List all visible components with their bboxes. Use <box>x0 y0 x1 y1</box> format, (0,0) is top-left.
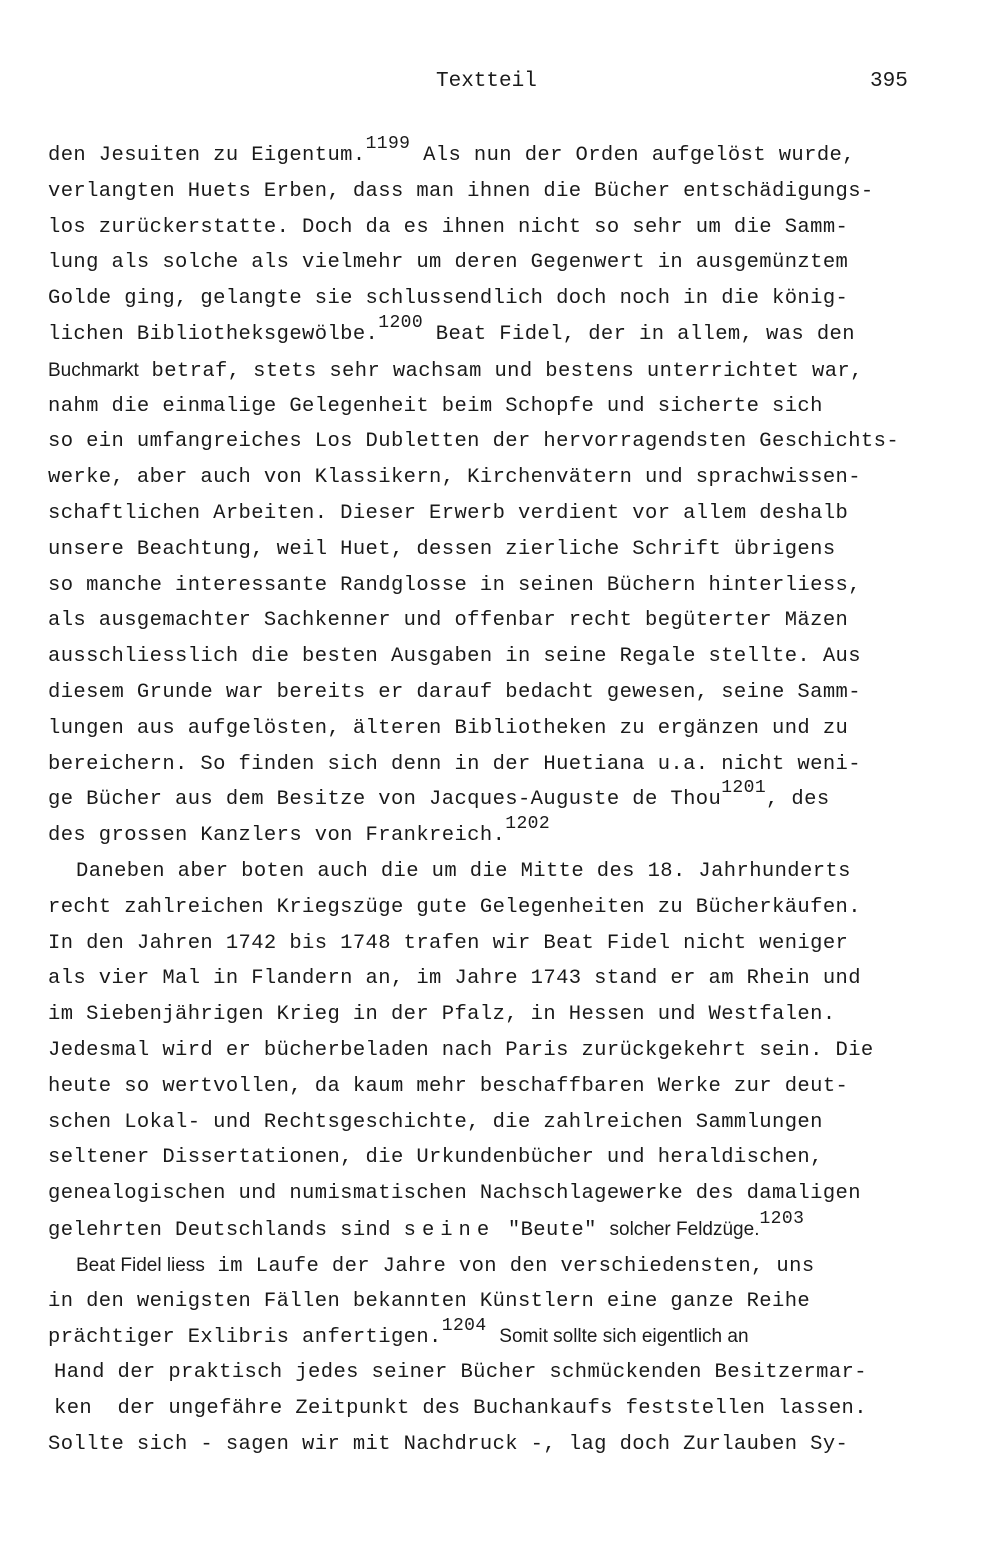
running-header-title: Textteil <box>436 70 537 93</box>
text-line: Daneben aber boten auch die um die Mitte des 18. Jahrhunderts <box>76 859 851 883</box>
text-line: Hand der praktisch jedes seiner Bücher schmückenden Besitzermar- <box>54 1361 867 1385</box>
text-line: unsere Beachtung, weil Huet, dessen zierliche Schrift übrigens <box>48 537 836 561</box>
emphasized-word: seine <box>403 1218 496 1242</box>
text-line: den Jesuiten zu Eigentum.$^{1199}$ Als nun der Orden aufgelöst wurde, <box>48 134 855 167</box>
text-line: gelehrten Deutschlands sind seine "Beute" solcher Feldzüge.$^{1203}$ <box>48 1208 805 1242</box>
text-line: ge Bücher aus dem Besitze von Jacques-Auguste de Thou$^{1201}$, des <box>48 778 830 812</box>
text-line: so manche interessante Randglosse in seinen Büchern hinterliess, <box>48 573 861 597</box>
text-line: schen Lokal- und Rechtsgeschichte, die zahlreichen Sammlungen <box>48 1110 823 1134</box>
text-line: prächtiger Exlibris anfertigen.$^{1204}$ Somit sollte sich eigentlich an <box>48 1316 749 1350</box>
paragraph-3 <box>48 1248 968 1463</box>
text-line: ausschliesslich die besten Ausgaben in seine Regale stellte. Aus <box>48 645 861 669</box>
text-line: los zurückerstatte. Doch da es ihnen nicht so sehr um die Samm- <box>48 215 849 239</box>
footnote-ref-1203: 1203 <box>759 1208 805 1229</box>
text-line: in den wenigsten Fällen bekannten Künstlern eine ganze Reihe <box>48 1289 811 1313</box>
text-line: Buchmarkt betraf, stets sehr wachsam und bestens unterrichtet war, <box>48 359 863 383</box>
text-line: ken der ungefähre Zeitpunkt des Buchankaufs feststellen lassen. <box>54 1396 867 1420</box>
text-line: des grossen Kanzlers von Frankreich.$^{1202}$ <box>48 814 551 848</box>
text-line: als ausgemachter Sachkenner und offenbar recht begüterter Mäzen <box>48 609 849 633</box>
footnote-ref-1200: 1200 <box>378 312 424 333</box>
footnote-ref-1204: 1204 <box>441 1316 487 1337</box>
text-line: im Siebenjährigen Krieg in der Pfalz, in Hessen und Westfalen. <box>48 1003 836 1027</box>
text-line: Golde ging, gelangte sie schlussendlich doch noch in die könig- <box>48 287 849 311</box>
text-line: nahm die einmalige Gelegenheit beim Schopfe und sicherte sich <box>48 394 823 418</box>
text-line: werke, aber auch von Klassikern, Kirchenvätern und sprachwissen- <box>48 466 861 490</box>
text-line: lung als solche als vielmehr um deren Gegenwert in ausgemünztem <box>48 251 849 275</box>
text-line: Jedesmal wird er bücherbeladen nach Paris zurückgekehrt sein. Die <box>48 1038 874 1062</box>
page-number: 395 <box>870 70 908 93</box>
footnote-ref-1202: 1202 <box>505 814 551 835</box>
footnote-ref-1201: 1201 <box>721 778 767 799</box>
text-line: lichen Bibliotheksgewölbe.$^{1200}$ Beat Fidel, der in allem, was den <box>48 312 855 346</box>
text-line: heute so wertvollen, da kaum mehr beschaffbaren Werke zur deut- <box>48 1074 849 1098</box>
text-line: diesem Grunde war bereits er darauf bedacht gewesen, seine Samm- <box>48 680 861 704</box>
body-text <box>48 134 968 1462</box>
paragraph-2 <box>48 854 968 1248</box>
text-line: Beat Fidel liess im Laufe der Jahre von den verschiedensten, uns <box>76 1254 815 1278</box>
text-line: seltener Dissertationen, die Urkundenbücher und heraldischen, <box>48 1146 823 1170</box>
page-header <box>0 70 1000 98</box>
text-line: recht zahlreichen Kriegszüge gute Gelegenheiten zu Bücherkäufen. <box>48 895 861 919</box>
text-line: bereichern. So finden sich denn in der Huetiana u.a. nicht weni- <box>48 752 861 776</box>
paragraph-1 <box>48 134 968 854</box>
text-line: lungen aus aufgelösten, älteren Bibliotheken zu ergänzen und zu <box>48 716 849 740</box>
text-line: verlangten Huets Erben, dass man ihnen die Bücher entschädigungs- <box>48 179 874 203</box>
footnote-ref-1199: 1199 <box>365 134 411 154</box>
text-line: als vier Mal in Flandern an, im Jahre 1743 stand er am Rhein und <box>48 967 861 991</box>
text-line: schaftlichen Arbeiten. Dieser Erwerb verdient vor allem deshalb <box>48 501 849 525</box>
text-line: so ein umfangreiches Los Dubletten der hervorragendsten Geschichts- <box>48 430 900 454</box>
text-line: In den Jahren 1742 bis 1748 trafen wir Beat Fidel nicht weniger <box>48 931 849 955</box>
text-line: genealogischen und numismatischen Nachschlagewerke des damaligen <box>48 1182 861 1206</box>
text-line: Sollte sich - sagen wir mit Nachdruck -, lag doch Zurlauben Sy- <box>48 1432 849 1456</box>
